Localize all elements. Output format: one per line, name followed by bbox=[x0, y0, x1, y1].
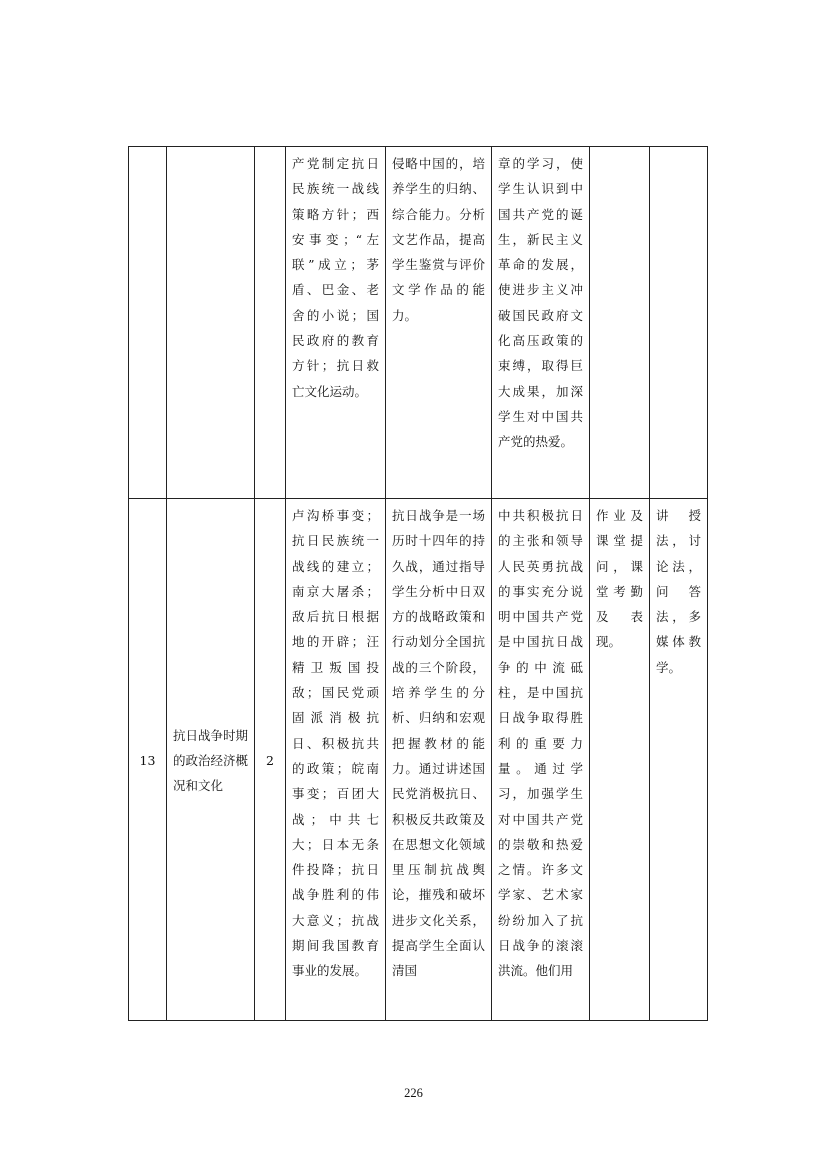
cell-ideology-goal: 中共积极抗日的主张和领导人民英勇抗战的事实充分说明中国共产党是中国抗日战争的中流砥柱，是中国抗日战争取得胜利的重要力量。通过学习，加强学生对中国共产党的崇敬和热爱之情。许多文学家、艺术家纷纷加入了抗日战争的滚滚洪流。他们用 bbox=[492, 499, 590, 1021]
cell-title: 抗日战争时期的政治经济概况和文化 bbox=[167, 499, 255, 1021]
table-row bbox=[129, 499, 708, 1021]
cell-method: 讲授法，讨论法，问答法，多媒体教学。 bbox=[650, 499, 708, 1021]
cell-assessment: 作业及课堂提问，课堂考勤及表现。 bbox=[590, 499, 650, 1021]
cell-title bbox=[167, 147, 255, 499]
cell-ability-goal: 抗日战争是一场历时十四年的持久战，通过指导学生分析中日双方的战略政策和行动划分全国抗战的三个阶段，培养学生的分析、归纳和宏观把握教材的能力。通过讲述国民党消极抗日、积极反共政策及在思想文化领域里压制抗战舆论，摧残和破坏进步文化关系，提高学生全面认清国 bbox=[386, 499, 492, 1021]
page-number: 226 bbox=[404, 1086, 423, 1100]
cell-hours bbox=[255, 147, 286, 499]
cell-method bbox=[650, 147, 708, 499]
cell-no: 13 bbox=[129, 499, 167, 1021]
cell-content: 产党制定抗日民族统一战线策略方针；西安事变；“左联”成立；茅盾、巴金、老舍的小说；国民政府的教育方针；抗日救亡文化运动。 bbox=[286, 147, 386, 499]
cell-hours: 2 bbox=[255, 499, 286, 1021]
cell-ideology-goal: 章的学习，使学生认识到中国共产党的诞生，新民主义革命的发展，使进步主义冲破国民政府文化高压政策的束缚，取得巨大成果，加深学生对中国共产党的热爱。 bbox=[492, 147, 590, 499]
cell-no bbox=[129, 147, 167, 499]
syllabus-table bbox=[128, 146, 708, 1021]
cell-content: 卢沟桥事变；抗日民族统一战线的建立；南京大屠杀；敌后抗日根据地的开辟；汪精卫叛国投敌；国民党顽固派消极抗日、积极抗共的政策；皖南事变；百团大战；中共七大；日本无条件投降；抗日战争胜利的伟大意义；抗战期间我国教育事业的发展。 bbox=[286, 499, 386, 1021]
cell-ability-goal: 侵略中国的，培养学生的归纳、综合能力。分析文艺作品，提高学生鉴赏与评价文学作品的能力。 bbox=[386, 147, 492, 499]
cell-assessment bbox=[590, 147, 650, 499]
table-row bbox=[129, 147, 708, 499]
